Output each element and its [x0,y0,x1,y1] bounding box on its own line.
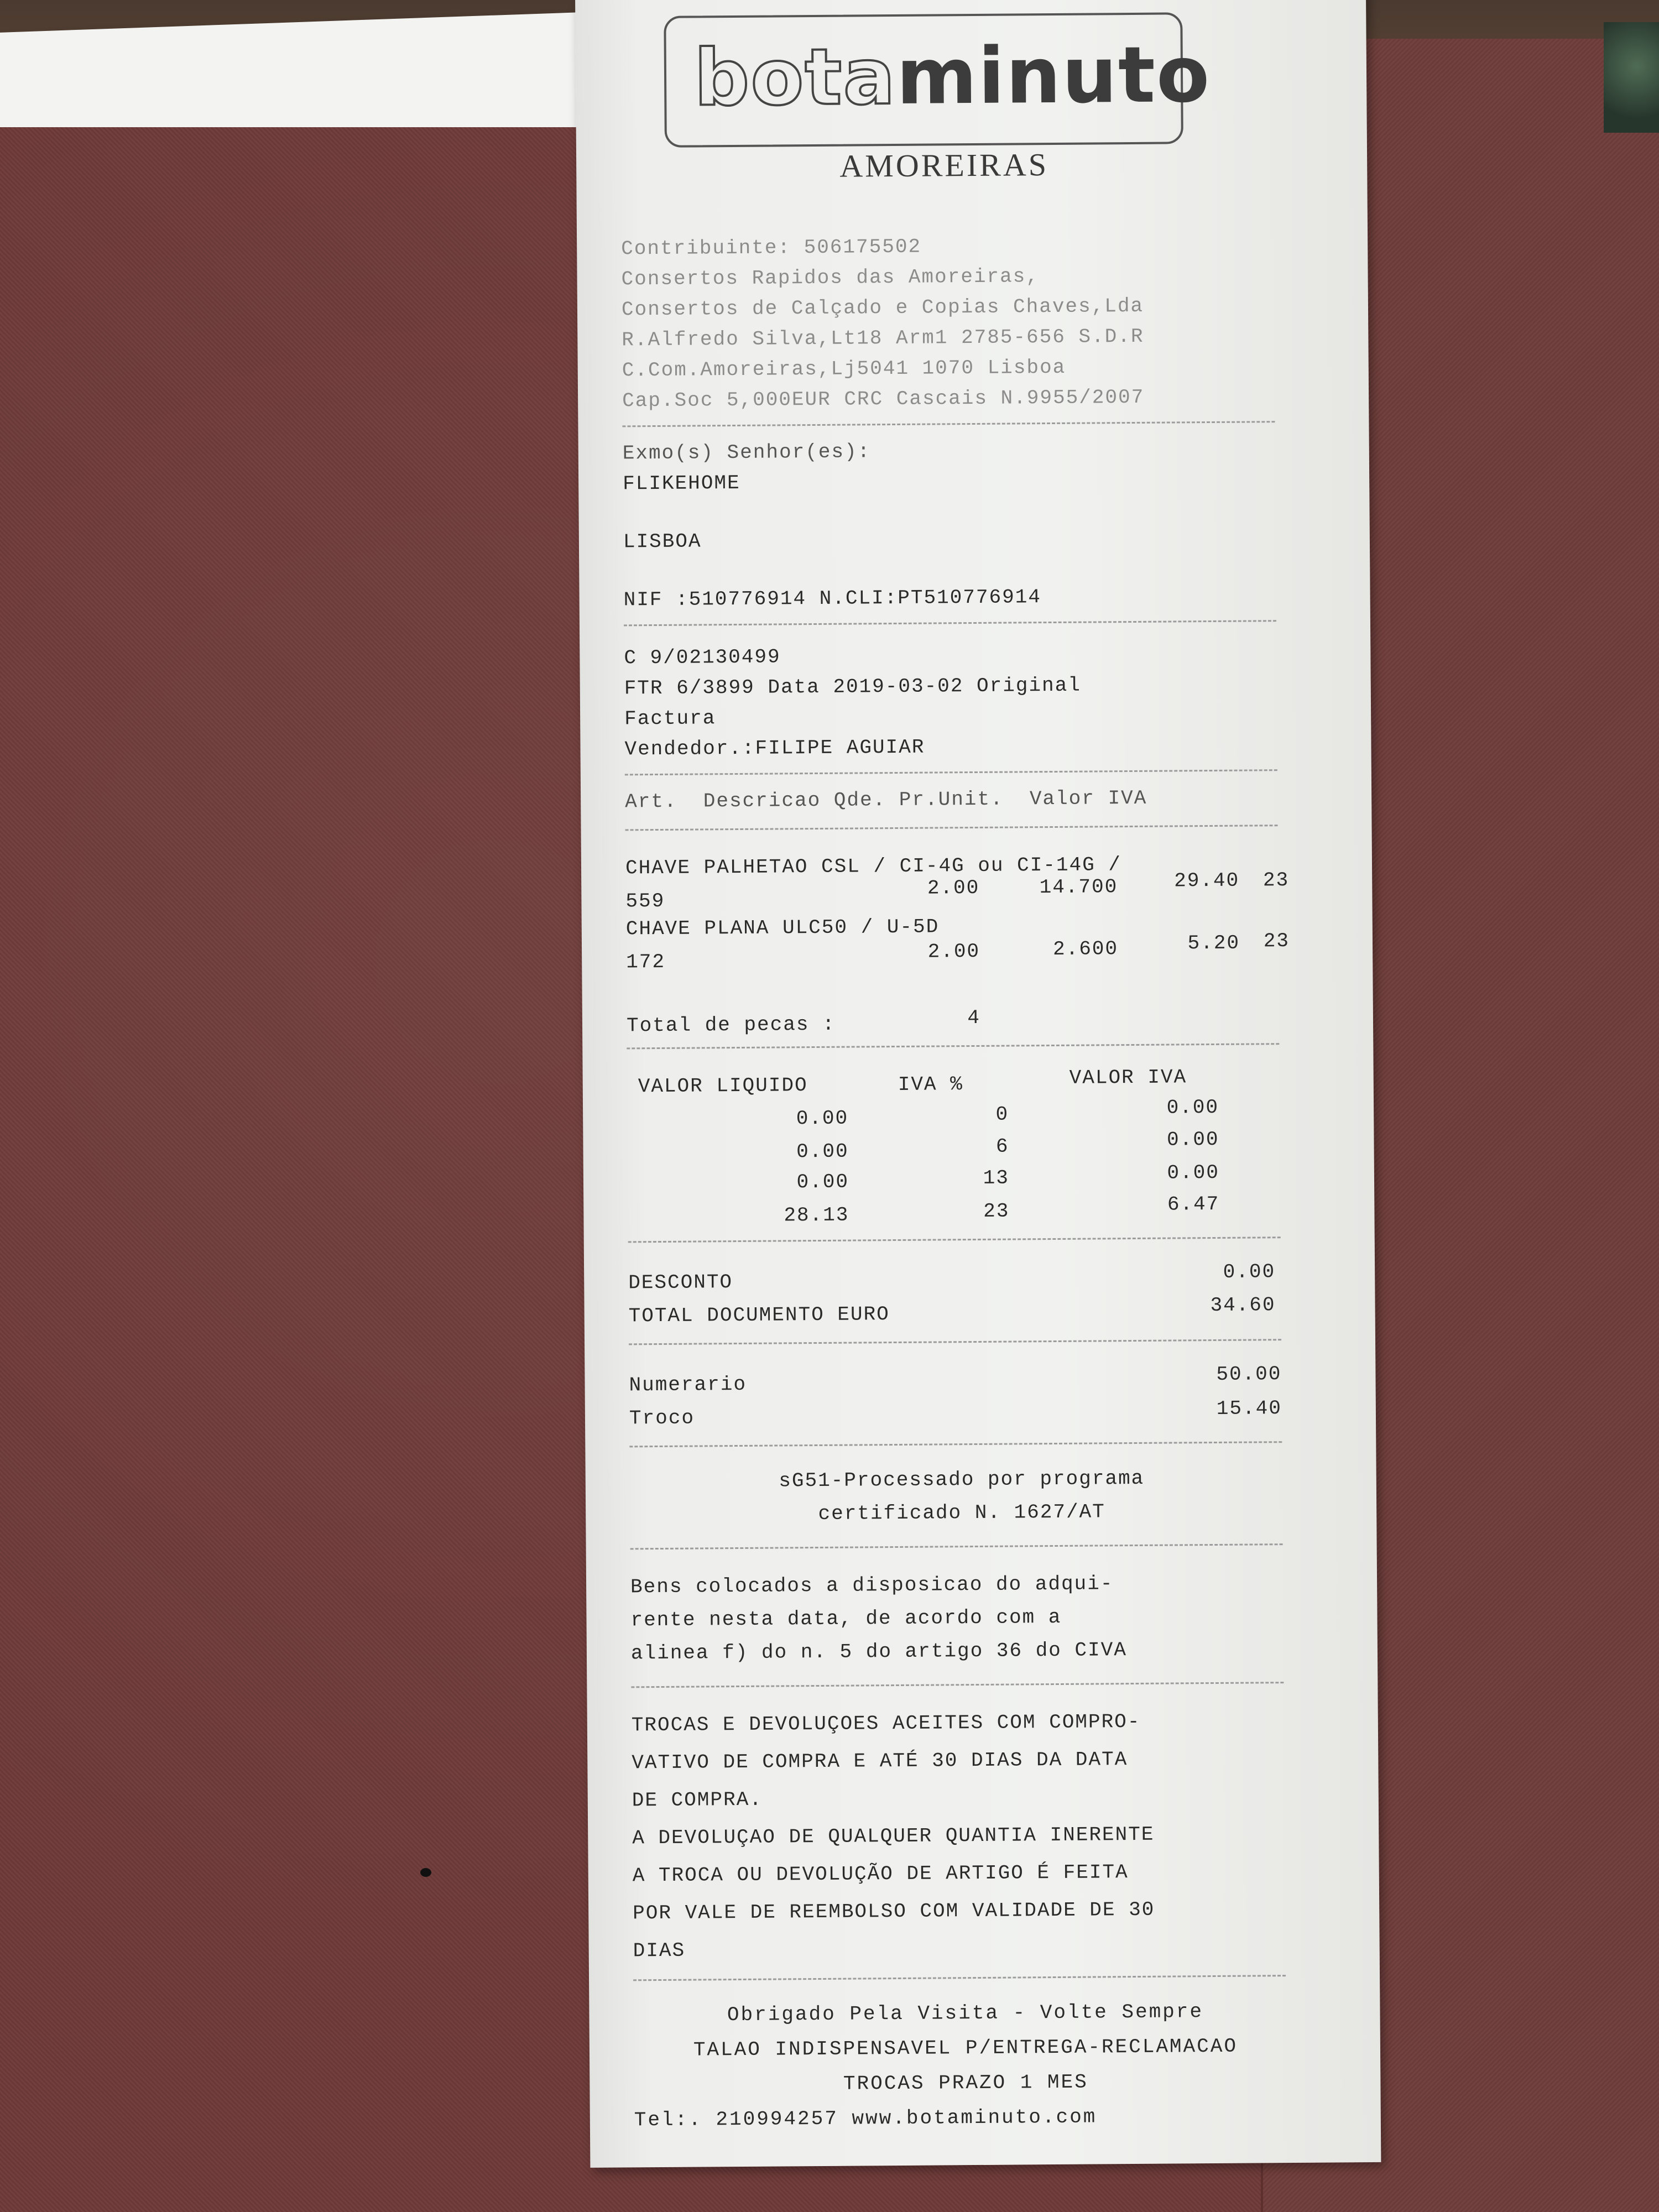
customer-name: FLIKEHOME [623,471,740,495]
item-unit-price: 14.700 [1039,875,1118,899]
cash-value: 50.00 [1216,1363,1282,1386]
item-description: CHAVE PLANA ULC50 / U-5D [625,915,940,941]
divider [625,825,1278,831]
item-iva: 23 [1263,930,1290,953]
returns-line: VATIVO DE COMPRA E ATÉ 30 DIAS DA DATA [632,1748,1128,1775]
tax-value: 0.00 [1166,1095,1219,1119]
tax-header-rate: IVA % [898,1073,963,1096]
item-description: CHAVE PALHETAO CSL / CI-4G ou CI-14G / [625,853,1122,880]
item-qty: 2.00 [927,876,980,900]
header-line: Consertos Rapidos das Amoreiras, [621,265,1040,291]
brand-logo [693,29,1211,124]
tax-rate: 0 [995,1103,1009,1126]
footer-notice: TALAO INDISPENSAVEL P/ENTREGA-RECLAMACAO [693,2034,1238,2062]
document-ref: FTR 6/3899 Data 2019-03-02 Original [624,674,1082,700]
tax-header-value: VALOR IVA [1069,1066,1187,1089]
brand-logo-outline: bota [693,32,897,124]
header-line: C.Com.Amoreiras,Lj5041 1070 Lisboa [622,356,1066,382]
header-line: R.Alfredo Silva,Lt18 Arm1 2785-656 S.D.R [622,325,1144,352]
tax-net: 0.00 [796,1107,849,1130]
folder-hole [420,1868,431,1877]
tax-rate: 6 [995,1135,1009,1158]
footer-contact: Tel:. 210994257 www.botaminuto.com [634,2105,1097,2132]
legal-line: alinea f) do n. 5 do artigo 36 do CIVA [630,1639,1128,1665]
item-iva: 23 [1262,869,1290,892]
total-value: 34.60 [1210,1293,1276,1317]
divider [629,1339,1281,1345]
divider [622,421,1275,427]
tax-value: 6.47 [1167,1192,1220,1216]
seller: Vendedor.:FILIPE AGUIAR [624,735,925,761]
tax-value: 0.00 [1167,1161,1220,1185]
plant-leaves [1604,22,1659,133]
salutation: Exmo(s) Senhor(es): [622,440,871,465]
tax-net: 0.00 [796,1140,849,1164]
discount-label: DESCONTO [628,1271,733,1295]
divider [624,620,1276,626]
divider [631,1682,1284,1688]
legal-line: Bens colocados a disposicao do adqui- [630,1572,1114,1599]
header-line: Contribuinte: 506175502 [621,235,922,260]
returns-line: A DEVOLUÇAO DE QUALQUER QUANTIA INERENTE [632,1823,1155,1850]
discount-value: 0.00 [1223,1260,1276,1284]
brand-logo-solid: minuto [896,29,1211,122]
customer-city: LISBOA [623,530,702,554]
legal-line: rente nesta data, de acordo com a [630,1605,1062,1632]
certification-line: sG51-Processado por programa [779,1467,1145,1493]
header-line: Consertos de Calçado e Copias Chaves,Lda [621,294,1144,321]
returns-line: DIAS [633,1939,686,1963]
divider [628,1237,1281,1243]
customer-nif: NIF :510776914 N.CLI:PT510776914 [623,586,1042,612]
item-value: 5.20 [1187,931,1240,955]
certification-line: certificado N. 1627/AT [818,1500,1105,1525]
items-header: Art. Descricao Qde. Pr.Unit. Valor IVA [625,786,1147,813]
tax-net: 0.00 [796,1170,849,1194]
item-qty: 2.00 [927,940,980,963]
divider [630,1543,1283,1550]
document-code: C 9/02130499 [624,645,781,670]
cash-label: Numerario [629,1373,747,1397]
tax-rate: 23 [983,1199,1010,1223]
divider [625,769,1277,775]
tax-value: 0.00 [1166,1128,1219,1151]
logo-box [664,12,1211,148]
change-label: Troco [629,1406,695,1430]
tax-rate: 13 [983,1166,1010,1190]
total-pieces-value: 4 [967,1006,981,1030]
returns-line: POR VALE DE REEMBOLSO COM VALIDADE DE 30 [633,1898,1155,1925]
footer-exchange: TROCAS PRAZO 1 MES [843,2070,1088,2095]
divider [633,1975,1286,1981]
item-value: 29.40 [1174,869,1240,893]
returns-line: DE COMPRA. [632,1788,763,1812]
total-label: TOTAL DOCUMENTO EURO [628,1303,890,1328]
document-type: Factura [624,707,716,731]
item-code: 559 [625,889,665,913]
item-unit-price: 2.600 [1052,937,1119,961]
returns-line: TROCAS E DEVOLUÇOES ACEITES COM COMPRO- [631,1710,1141,1737]
change-value: 15.40 [1216,1397,1282,1420]
total-pieces-label: Total de pecas : [626,1013,836,1037]
tax-header-net: VALOR LIQUIDO [638,1074,808,1098]
header-line: Cap.Soc 5,000EUR CRC Cascais N.9955/2007 [622,385,1145,413]
receipt [575,0,1381,2168]
tax-net: 28.13 [784,1203,849,1227]
returns-line: A TROCA OU DEVOLUÇÃO DE ARTIGO É FEITA [632,1861,1129,1887]
footer-thanks: Obrigado Pela Visita - Volte Sempre [727,2000,1204,2027]
divider [627,1043,1279,1049]
divider [629,1441,1282,1447]
item-code: 172 [626,950,666,974]
store-name: AMOREIRAS [839,147,1049,184]
